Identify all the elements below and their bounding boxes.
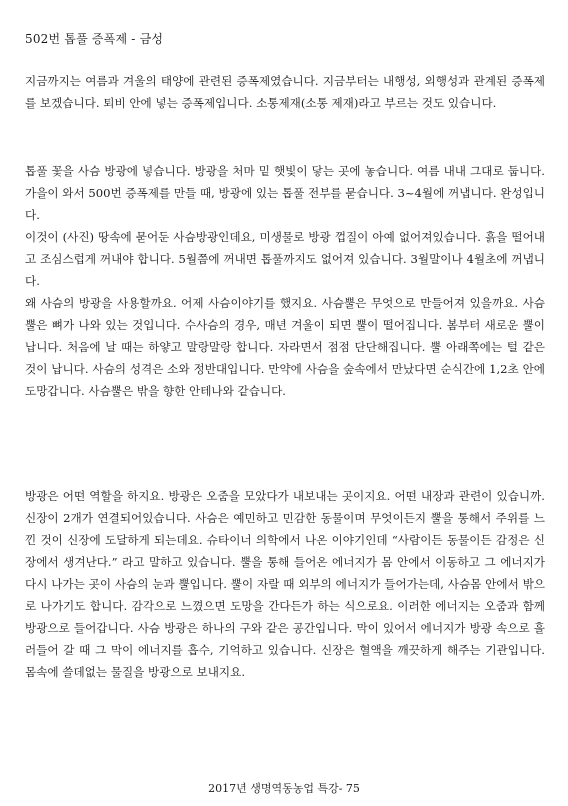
paragraph: 톱풀 꽃을 사슴 방광에 넣습니다. 방광을 처마 밑 햇빛이 닿는 곳에 놓습니다. 여름 내내 그대로 둡니다. 가을이 와서 500번 증폭제를 만들 때, 방광에 있는 톱풀 전부를 묻습니다. 3~4월에 꺼냅니다. 완성입니다. <box>25 164 545 222</box>
intro-section <box>25 70 545 114</box>
document-title: 502번 톱풀 증폭제 - 금성 <box>25 32 164 46</box>
preparation-section <box>25 160 545 402</box>
bladder-section <box>25 485 545 683</box>
paragraph: 지금까지는 여름과 겨울의 태양에 관련된 증폭제였습니다. 지금부터는 내행성, 외행성과 관계된 증폭제를 보겠습니다. 퇴비 안에 넣는 증폭제입니다. 소통제재(소통 제재)라고 부르는 것도 있습니다. <box>25 74 545 110</box>
paragraph: 왜 사슴의 방광을 사용할까요. 어제 사슴이야기를 했지요. 사슴뿔은 무엇으로 만들어져 있을까요. 사슴뿔은 뼈가 나와 있는 것입니다. 수사슴의 경우, 매년 겨울이 되면 뿔이 떨어집니다. 봄부터 새로운 뿔이 납니다. 처음에 날 때는 하얗고 말랑말랑 합니다. 자라면서 점점 단단해집니다. 뿔 아래쪽에는 털 같은 것이 납니다. 사슴의 성격은 소와 정반대입니다. 만약에 사슴을 숲속에서 만났다면 순식간에 1,2초 안에 도망갑니다. 사슴뿔은 밖을 향한 안테나와 같습니다. <box>25 296 545 398</box>
paragraph: 방광은 어떤 역할을 하지요. 방광은 오줌을 모았다가 내보내는 곳이지요. 어떤 내장과 관련이 있습니까. 신장이 2개가 연결되어있습니다. 사슴은 예민하고 민감한 동물이며 무엇이든지 뿔을 통해서 주위를 느낀 것이 신장에 도달하게 되는데요. 슈타이너 의학에서 나온 이야기인데 “사람이든 동물이든 감정은 신장에서 생겨난다.” 라고 말하고 있습니다. 뿔을 통해 들어온 에너지가 몸 안에서 이동하고 그 에너지가 다시 나가는 곳이 사슴의 눈과 뿔입니다. 뿔이 자랄 때 외부의 에너지가 들어가는데, 사슴몸 안에서 밖으로 나가기도 합니다. 감각으로 느꼈으면 도망을 간다든가 하는 식으로요. 이러한 에너지는 오줌과 함께 방광으로 들어갑니다. 사슴 방광은 하나의 구와 같은 공간입니다. 막이 있어서 에너지가 방광 속으로 흘러들어 갈 때 그 막이 에너지를 흡수, 기억하고 있습니다. 신장은 혈액을 깨끗하게 해주는 기관입니다. 몸속에 쓸데없는 물질을 방광으로 보내지요. <box>25 489 545 679</box>
page-footer: 2017년 생명역동농업 특강- 75 <box>208 782 360 795</box>
paragraph: 이것이 (사진) 땅속에 묻어둔 사슴방광인데요, 미생물로 방광 껍질이 아예 없어져있습니다. 흙을 떨어내고 조심스럽게 꺼내야 합니다. 5월쯤에 꺼내면 톱풀까지도 없어져 있습니다. 3월말이나 4월초에 꺼냅니다. <box>25 230 545 288</box>
